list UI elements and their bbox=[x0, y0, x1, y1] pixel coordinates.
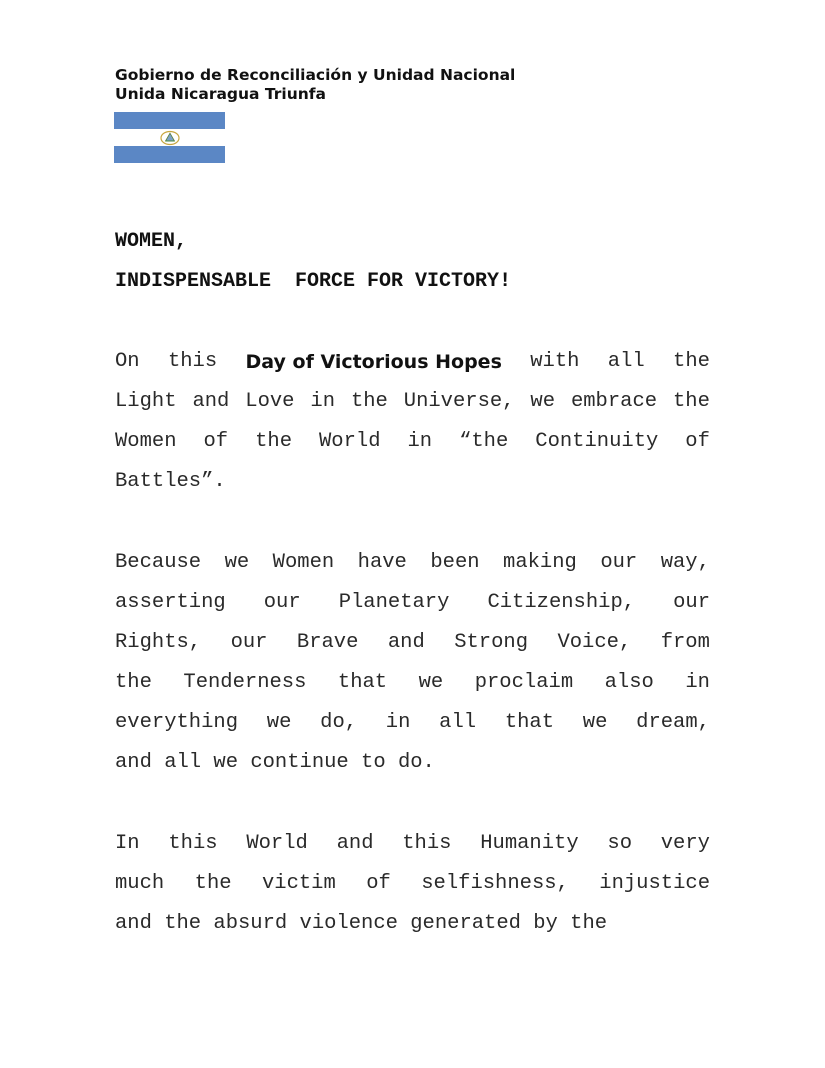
word: of bbox=[366, 872, 391, 896]
word: making bbox=[503, 551, 577, 574]
word: and bbox=[115, 751, 152, 775]
text-line bbox=[115, 462, 710, 502]
word: selfishness, bbox=[421, 872, 569, 896]
title-line-2: INDISPENSABLE FORCE FOR VICTORY! bbox=[115, 270, 512, 293]
word: continue bbox=[250, 751, 349, 775]
government-name: Gobierno de Reconciliación y Unidad Nacional bbox=[115, 66, 516, 84]
word: generated bbox=[410, 912, 521, 936]
text-line bbox=[115, 382, 710, 422]
word: in bbox=[407, 430, 433, 454]
word: in bbox=[685, 671, 710, 695]
word: injustice bbox=[599, 872, 710, 896]
text-line bbox=[115, 904, 710, 944]
flag-bottom-band bbox=[114, 146, 225, 163]
text-line bbox=[115, 342, 710, 382]
word: Brave bbox=[296, 631, 359, 655]
text-line bbox=[115, 663, 710, 703]
word: and bbox=[192, 390, 230, 414]
word: In bbox=[115, 832, 140, 855]
word: our bbox=[673, 591, 710, 615]
word: and bbox=[115, 912, 152, 936]
word: and bbox=[336, 832, 374, 855]
word: Tenderness bbox=[183, 671, 307, 695]
word: that bbox=[337, 671, 388, 695]
coat-of-arms-icon bbox=[159, 130, 181, 146]
text-line bbox=[115, 543, 710, 583]
word: we bbox=[418, 671, 444, 695]
word: the bbox=[672, 390, 710, 414]
word: “the bbox=[459, 430, 509, 454]
title-line-1: WOMEN, bbox=[115, 230, 188, 253]
government-slogan: Unida Nicaragua Triunfa bbox=[115, 85, 327, 103]
word: of bbox=[685, 430, 710, 454]
word: Humanity bbox=[480, 832, 579, 855]
flag-middle-band bbox=[114, 129, 225, 146]
word: we bbox=[266, 711, 292, 735]
word: asserting bbox=[115, 591, 226, 615]
word: also bbox=[604, 671, 654, 695]
word: dream, bbox=[636, 711, 710, 735]
word: Strong bbox=[454, 631, 529, 655]
word: Rights, bbox=[115, 631, 202, 655]
word: embrace bbox=[570, 390, 658, 414]
word: the bbox=[350, 390, 388, 414]
word: Women bbox=[272, 551, 335, 574]
word: proclaim bbox=[474, 671, 574, 695]
word: violence bbox=[299, 912, 398, 936]
word: victim bbox=[261, 872, 336, 896]
word: that bbox=[504, 711, 555, 735]
word: we bbox=[224, 551, 250, 574]
paragraph-2 bbox=[115, 543, 710, 784]
word: On bbox=[115, 350, 140, 373]
word: the bbox=[570, 912, 608, 936]
word: and bbox=[387, 631, 425, 655]
word: of bbox=[203, 430, 229, 454]
text-line bbox=[115, 743, 710, 783]
word: this bbox=[168, 832, 218, 855]
word: this bbox=[402, 832, 452, 855]
text-line bbox=[115, 583, 710, 623]
text-line bbox=[115, 703, 710, 743]
word: to bbox=[361, 751, 386, 775]
word: the bbox=[115, 671, 152, 695]
word: by bbox=[533, 912, 558, 936]
word: Voice, bbox=[557, 631, 632, 655]
word: we bbox=[530, 390, 556, 414]
word: our bbox=[263, 591, 301, 615]
word: have bbox=[357, 551, 407, 574]
word: so bbox=[607, 832, 632, 855]
word: Planetary bbox=[338, 591, 450, 615]
text-line bbox=[115, 623, 710, 663]
word: in bbox=[310, 390, 336, 414]
word: been bbox=[430, 551, 480, 574]
word: our bbox=[230, 631, 268, 655]
word: much bbox=[115, 872, 165, 896]
word: all bbox=[164, 751, 202, 775]
word: Because bbox=[115, 551, 202, 574]
word: very bbox=[660, 832, 710, 855]
text-line bbox=[115, 422, 710, 462]
word: everything bbox=[115, 711, 239, 735]
word: Universe, bbox=[403, 390, 515, 414]
word: from bbox=[660, 631, 710, 655]
word: do. bbox=[397, 751, 435, 775]
text-line bbox=[115, 824, 710, 864]
word: Continuity bbox=[535, 430, 659, 454]
word: Battles”. bbox=[115, 470, 226, 494]
paragraph-3 bbox=[115, 824, 710, 944]
word: all bbox=[607, 350, 645, 373]
word: in bbox=[385, 711, 411, 735]
word: Light bbox=[115, 390, 177, 414]
emphasized-phrase: Day of Victorious Hopes bbox=[245, 351, 502, 373]
word: Love bbox=[245, 390, 295, 414]
flag-top-band bbox=[114, 112, 225, 129]
word: with bbox=[530, 350, 580, 373]
word: the bbox=[194, 872, 232, 896]
word: the bbox=[673, 350, 710, 373]
word: do, bbox=[320, 711, 358, 735]
word: Citizenship, bbox=[487, 591, 636, 615]
word: we bbox=[213, 751, 239, 775]
word: World bbox=[318, 430, 381, 454]
word: all bbox=[439, 711, 477, 735]
text-line bbox=[115, 864, 710, 904]
word: the bbox=[164, 912, 202, 936]
document-header bbox=[115, 66, 515, 104]
word: absurd bbox=[213, 912, 288, 936]
word: Women bbox=[115, 430, 177, 454]
nicaragua-flag-icon bbox=[114, 112, 225, 163]
word: way, bbox=[660, 551, 710, 574]
paragraph-1 bbox=[115, 342, 710, 502]
word: our bbox=[600, 551, 638, 574]
word: World bbox=[246, 832, 308, 855]
word: the bbox=[255, 430, 292, 454]
word: this bbox=[167, 350, 218, 373]
word: we bbox=[582, 711, 608, 735]
